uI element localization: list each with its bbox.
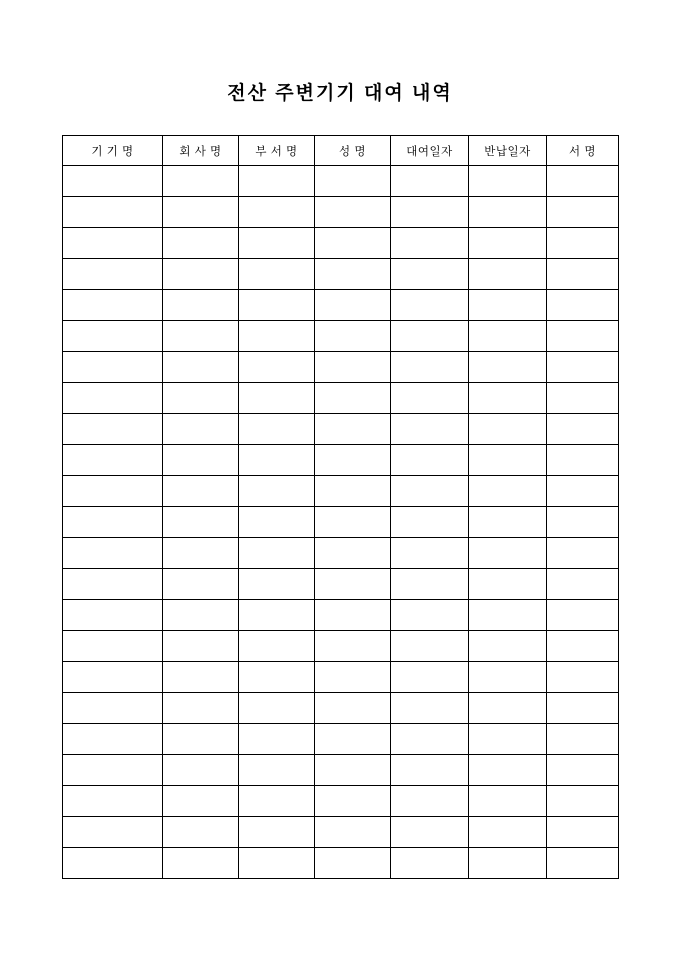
table-cell-device[interactable] [63,259,163,290]
table-cell-device[interactable] [63,724,163,755]
table-cell-rent[interactable] [391,600,469,631]
table-row [63,290,619,321]
column-header-name: 성 명 [315,136,391,166]
table-cell-name[interactable] [315,259,391,290]
table-cell-name[interactable] [315,321,391,352]
table-cell-return[interactable] [469,507,547,538]
table-row [63,445,619,476]
table-cell-return[interactable] [469,724,547,755]
table-cell-company[interactable] [163,166,239,197]
column-header-rent-date: 대여일자 [391,136,469,166]
table-cell-return[interactable] [469,817,547,848]
table-cell-company[interactable] [163,476,239,507]
table-cell-device[interactable] [63,569,163,600]
table-cell-dept[interactable] [239,569,315,600]
column-header-company: 회 사 명 [163,136,239,166]
table-cell-return[interactable] [469,693,547,724]
table-cell-dept[interactable] [239,848,315,879]
table-cell-dept[interactable] [239,290,315,321]
table-cell-dept[interactable] [239,228,315,259]
table-cell-name[interactable] [315,569,391,600]
table-cell-dept[interactable] [239,693,315,724]
table-row [63,476,619,507]
table-cell-sign[interactable] [547,383,619,414]
table-row [63,724,619,755]
table-cell-dept[interactable] [239,631,315,662]
table-cell-name[interactable] [315,166,391,197]
table-cell-dept[interactable] [239,786,315,817]
table-cell-device[interactable] [63,383,163,414]
table-row [63,600,619,631]
table-cell-rent[interactable] [391,476,469,507]
table-cell-company[interactable] [163,290,239,321]
table-row [63,786,619,817]
table-cell-device[interactable] [63,693,163,724]
table-cell-rent[interactable] [391,166,469,197]
table-cell-device[interactable] [63,631,163,662]
table-cell-return[interactable] [469,755,547,786]
table-cell-name[interactable] [315,445,391,476]
table-cell-device[interactable] [63,414,163,445]
table-cell-sign[interactable] [547,569,619,600]
table-cell-device[interactable] [63,786,163,817]
table-cell-rent[interactable] [391,259,469,290]
table-cell-rent[interactable] [391,290,469,321]
table-cell-rent[interactable] [391,755,469,786]
table-cell-name[interactable] [315,600,391,631]
table-cell-dept[interactable] [239,352,315,383]
table-cell-return[interactable] [469,569,547,600]
table-cell-rent[interactable] [391,197,469,228]
table-header [63,136,619,166]
table-row [63,197,619,228]
table-cell-dept[interactable] [239,414,315,445]
column-header-dept: 부 서 명 [239,136,315,166]
table-cell-return[interactable] [469,166,547,197]
table-row [63,662,619,693]
table-row [63,228,619,259]
table-cell-rent[interactable] [391,352,469,383]
table-row [63,755,619,786]
table-cell-name[interactable] [315,631,391,662]
table-cell-device[interactable] [63,352,163,383]
table-cell-return[interactable] [469,383,547,414]
table-cell-rent[interactable] [391,569,469,600]
table-cell-return[interactable] [469,445,547,476]
table-cell-dept[interactable] [239,445,315,476]
table-cell-dept[interactable] [239,724,315,755]
table-cell-device[interactable] [63,445,163,476]
table-cell-device[interactable] [63,538,163,569]
table-cell-sign[interactable] [547,445,619,476]
table-cell-device[interactable] [63,848,163,879]
table-cell-name[interactable] [315,662,391,693]
table-cell-company[interactable] [163,724,239,755]
table-cell-name[interactable] [315,383,391,414]
rental-log-table [62,135,619,879]
table-cell-name[interactable] [315,507,391,538]
column-header-return-date: 반납일자 [469,136,547,166]
table-cell-company[interactable] [163,445,239,476]
table-cell-company[interactable] [163,693,239,724]
table-cell-rent[interactable] [391,538,469,569]
table-cell-sign[interactable] [547,290,619,321]
table-cell-name[interactable] [315,755,391,786]
page-title: 전산 주변기기 대여 내역 [227,83,453,104]
table-cell-company[interactable] [163,755,239,786]
table-cell-rent[interactable] [391,693,469,724]
table-cell-sign[interactable] [547,600,619,631]
table-cell-rent[interactable] [391,383,469,414]
table-cell-name[interactable] [315,290,391,321]
table-cell-sign[interactable] [547,259,619,290]
table-cell-rent[interactable] [391,321,469,352]
table-cell-return[interactable] [469,352,547,383]
table-cell-return[interactable] [469,600,547,631]
table-row [63,352,619,383]
table-cell-company[interactable] [163,569,239,600]
table-cell-dept[interactable] [239,538,315,569]
table-cell-rent[interactable] [391,848,469,879]
table-body [63,166,619,879]
table-row [63,166,619,197]
table-cell-company[interactable] [163,321,239,352]
table-row [63,259,619,290]
table-cell-name[interactable] [315,817,391,848]
table-cell-sign[interactable] [547,848,619,879]
table-cell-device[interactable] [63,817,163,848]
rental-log-table-wrapper [62,135,618,879]
table-cell-dept[interactable] [239,197,315,228]
table-cell-device[interactable] [63,290,163,321]
table-cell-device[interactable] [63,197,163,228]
table-cell-sign[interactable] [547,724,619,755]
table-row [63,321,619,352]
table-cell-sign[interactable] [547,197,619,228]
table-cell-company[interactable] [163,600,239,631]
table-cell-dept[interactable] [239,383,315,414]
table-cell-return[interactable] [469,321,547,352]
table-cell-company[interactable] [163,631,239,662]
table-cell-company[interactable] [163,352,239,383]
table-cell-sign[interactable] [547,786,619,817]
table-cell-return[interactable] [469,538,547,569]
table-cell-rent[interactable] [391,445,469,476]
table-cell-company[interactable] [163,197,239,228]
table-cell-sign[interactable] [547,693,619,724]
table-cell-company[interactable] [163,786,239,817]
table-cell-sign[interactable] [547,631,619,662]
column-header-signature: 서 명 [547,136,619,166]
table-cell-name[interactable] [315,538,391,569]
table-cell-rent[interactable] [391,786,469,817]
table-cell-name[interactable] [315,228,391,259]
table-cell-company[interactable] [163,414,239,445]
table-cell-return[interactable] [469,476,547,507]
table-cell-sign[interactable] [547,817,619,848]
table-cell-rent[interactable] [391,507,469,538]
table-cell-name[interactable] [315,848,391,879]
table-cell-device[interactable] [63,755,163,786]
table-cell-sign[interactable] [547,476,619,507]
table-cell-device[interactable] [63,662,163,693]
table-cell-dept[interactable] [239,662,315,693]
table-row [63,817,619,848]
table-cell-device[interactable] [63,476,163,507]
table-cell-dept[interactable] [239,600,315,631]
table-cell-sign[interactable] [547,538,619,569]
table-cell-rent[interactable] [391,414,469,445]
table-row [63,693,619,724]
table-cell-return[interactable] [469,631,547,662]
table-cell-rent[interactable] [391,817,469,848]
table-cell-rent[interactable] [391,631,469,662]
table-cell-device[interactable] [63,166,163,197]
table-cell-company[interactable] [163,538,239,569]
table-cell-rent[interactable] [391,662,469,693]
table-cell-return[interactable] [469,414,547,445]
table-cell-sign[interactable] [547,228,619,259]
table-cell-return[interactable] [469,197,547,228]
table-cell-company[interactable] [163,817,239,848]
table-cell-dept[interactable] [239,476,315,507]
table-row [63,569,619,600]
table-row [63,414,619,445]
table-cell-dept[interactable] [239,259,315,290]
table-cell-dept[interactable] [239,321,315,352]
table-cell-name[interactable] [315,786,391,817]
table-cell-dept[interactable] [239,507,315,538]
table-cell-sign[interactable] [547,414,619,445]
table-row [63,507,619,538]
column-header-device: 기 기 명 [63,136,163,166]
table-cell-rent[interactable] [391,724,469,755]
table-cell-name[interactable] [315,197,391,228]
table-cell-dept[interactable] [239,755,315,786]
table-cell-return[interactable] [469,228,547,259]
table-cell-device[interactable] [63,600,163,631]
table-cell-name[interactable] [315,414,391,445]
table-cell-dept[interactable] [239,817,315,848]
table-cell-device[interactable] [63,228,163,259]
table-cell-company[interactable] [163,507,239,538]
table-cell-name[interactable] [315,476,391,507]
table-cell-device[interactable] [63,507,163,538]
table-cell-return[interactable] [469,786,547,817]
table-cell-dept[interactable] [239,166,315,197]
table-cell-return[interactable] [469,259,547,290]
table-cell-company[interactable] [163,259,239,290]
table-cell-sign[interactable] [547,166,619,197]
table-cell-sign[interactable] [547,755,619,786]
table-cell-name[interactable] [315,724,391,755]
table-cell-company[interactable] [163,228,239,259]
table-header-row [63,136,619,166]
table-cell-sign[interactable] [547,352,619,383]
table-cell-name[interactable] [315,693,391,724]
table-row [63,383,619,414]
table-cell-return[interactable] [469,290,547,321]
table-cell-name[interactable] [315,352,391,383]
table-row [63,848,619,879]
table-cell-device[interactable] [63,321,163,352]
table-cell-sign[interactable] [547,507,619,538]
table-cell-sign[interactable] [547,662,619,693]
table-cell-return[interactable] [469,662,547,693]
table-cell-rent[interactable] [391,228,469,259]
table-cell-company[interactable] [163,848,239,879]
table-row [63,631,619,662]
table-cell-company[interactable] [163,662,239,693]
table-cell-return[interactable] [469,848,547,879]
table-cell-company[interactable] [163,383,239,414]
table-row [63,538,619,569]
table-cell-sign[interactable] [547,321,619,352]
